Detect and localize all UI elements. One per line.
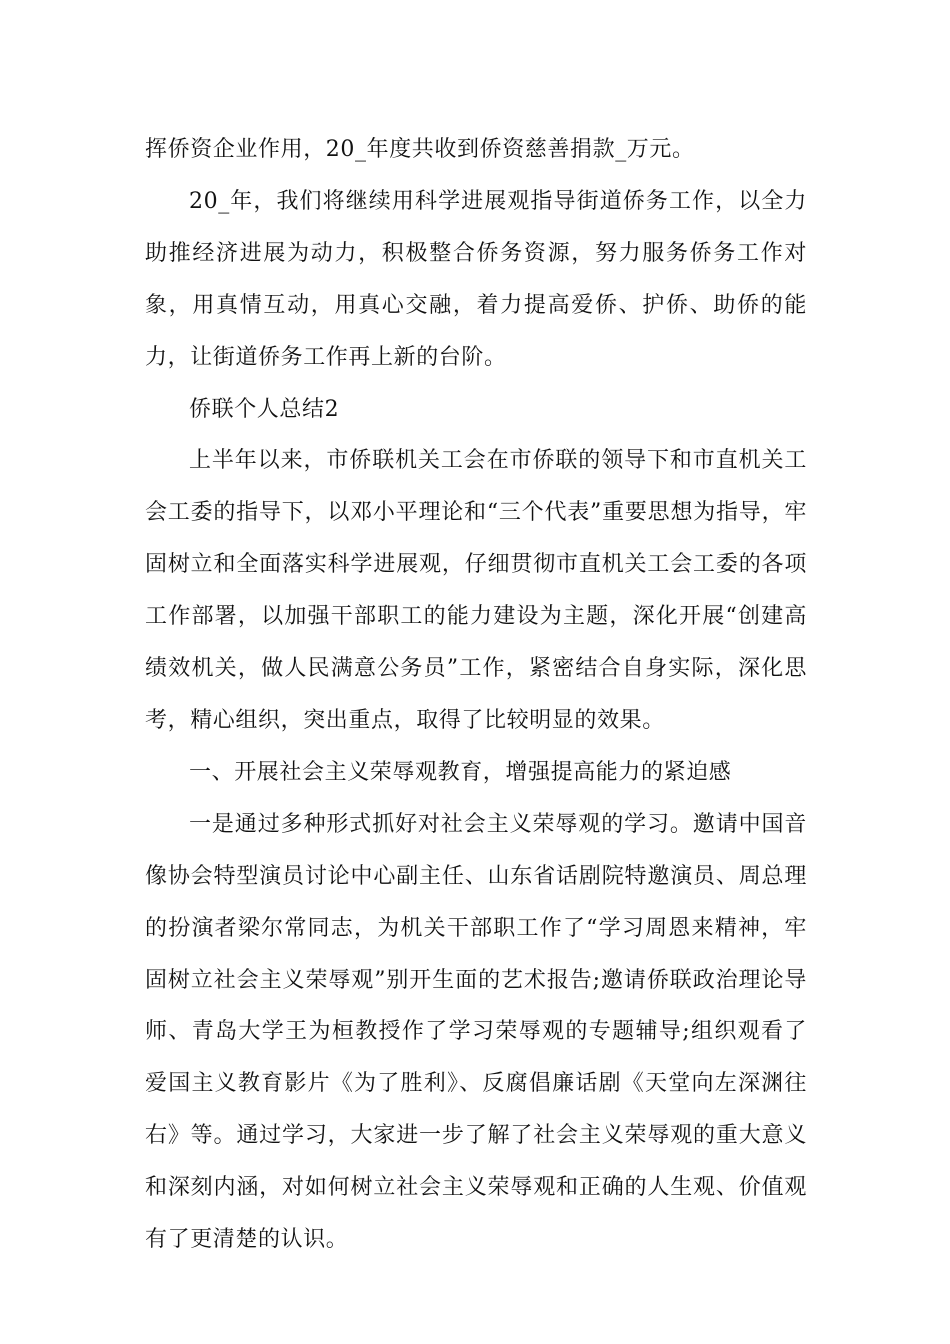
document-body bbox=[145, 124, 807, 1266]
subsection-heading: 一、开展社会主义荣辱观教育，增强提高能力的紧迫感 bbox=[189, 759, 732, 785]
paragraph-study-activities: 一是通过多种形式抓好对社会主义荣辱观的学习。邀请中国音像协会特型演员讨论中心副主任、山东省话剧院特邀演员、周总理的扮演者梁尔常同志，为机关干部职工作了“学习周恩来精神，牢固树立社会主义荣辱观”别开生面的艺术报告;邀请侨联政治理论导师、青岛大学王为桓教授作了学习荣辱观的专题辅导;组织观看了爱国主义教育影片《为了胜利》、反腐倡廉话剧《天堂向左深渊往右》等。通过学习，大家进一步了解了社会主义荣辱观的重大意义和深刻内涵，对如何树立社会主义荣辱观和正确的人生观、价值观有了更清楚的认识。 bbox=[145, 811, 807, 1253]
paragraph-overview: 上半年以来，市侨联机关工会在市侨联的领导下和市直机关工会工委的指导下，以邓小平理论和“三个代表”重要思想为指导，牢固树立和全面落实科学进展观，仔细贯彻市直机关工会工委的各项工作部署，以加强干部职工的能力建设为主题，深化开展“创建高绩效机关，做人民满意公务员”工作，紧密结合自身实际，深化思考，精心组织，突出重点，取得了比较明显的效果。 bbox=[145, 448, 807, 733]
section-title: 侨联个人总结2 bbox=[189, 396, 340, 422]
paragraph-future-plan: 20_年，我们将继续用科学进展观指导街道侨务工作，以全力助推经济进展为动力，积极整合侨务资源，努力服务侨务工作对象，用真情互动，用真心交融，着力提高爱侨、护侨、助侨的能力，让街道侨务工作再上新的台阶。 bbox=[145, 188, 807, 370]
paragraph-continued: 挥侨资企业作用，20_年度共收到侨资慈善捐款_万元。 bbox=[145, 137, 695, 162]
